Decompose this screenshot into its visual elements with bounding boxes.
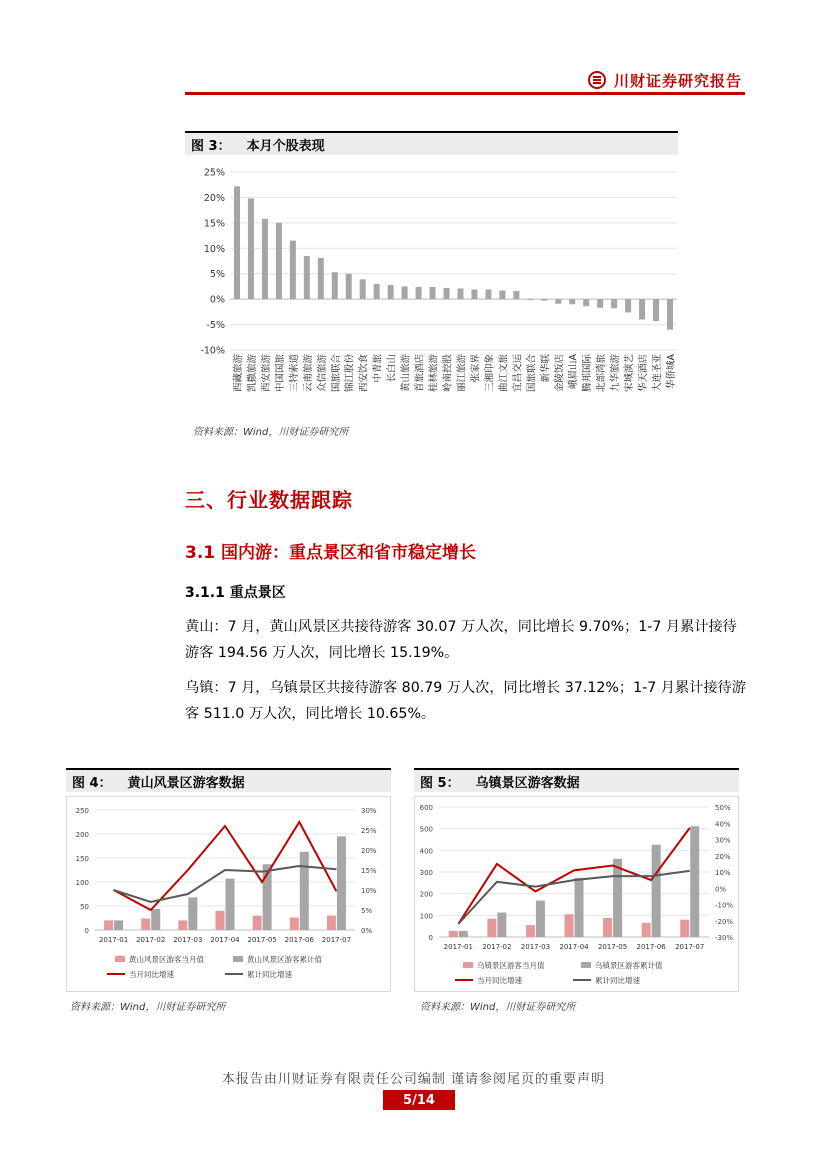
- bar: [430, 287, 436, 299]
- figure4-title: 黄山风景区游客数据: [127, 775, 245, 791]
- monthly-bar: [449, 931, 458, 937]
- cumulative-bar: [613, 859, 622, 937]
- legend-label: 当月同比增速: [129, 970, 174, 979]
- monthly-bar: [178, 920, 187, 930]
- x-tick-label: 桂林旅游: [428, 354, 440, 393]
- monthly-bar: [290, 918, 299, 930]
- x-tick-label: 华侨城A: [666, 354, 678, 389]
- x-tick-label: 2017-02: [136, 936, 166, 944]
- right-axis-tick-label: 20%: [715, 852, 731, 861]
- cumulative-bar: [497, 913, 506, 937]
- y-tick-label: 20%: [203, 192, 225, 204]
- bar: [499, 290, 505, 299]
- right-axis-tick-label: -20%: [715, 917, 734, 926]
- bar: [471, 289, 477, 299]
- x-tick-label: 长白山: [386, 354, 398, 383]
- right-axis-tick-label: 25%: [361, 827, 377, 835]
- x-tick-label: 宋城演艺: [624, 354, 636, 393]
- bar: [541, 299, 547, 301]
- x-tick-label: 曲江文旅: [498, 354, 510, 393]
- legend-label: 乌镇景区游客当月值: [477, 961, 545, 970]
- x-tick-label: 2017-04: [210, 936, 240, 944]
- cumulative-bar: [226, 879, 235, 930]
- cumulative-bar: [151, 909, 160, 930]
- x-tick-label: 三湘印象: [484, 354, 496, 393]
- right-axis-tick-label: 5%: [361, 907, 373, 915]
- bar: [569, 299, 575, 304]
- x-tick-label: 2017-06: [636, 943, 666, 951]
- x-tick-label: 2017-03: [520, 943, 551, 951]
- figure3-chart: [185, 160, 685, 412]
- y-tick-label: 15%: [203, 218, 225, 230]
- legend-swatch: [115, 956, 125, 962]
- subsubsection-title: 3.1.1 重点景区: [185, 585, 286, 601]
- monthly-bar: [565, 914, 574, 937]
- page-number: 5/14: [383, 1090, 455, 1110]
- monthly-bar: [526, 925, 535, 937]
- cumulative-bar: [114, 920, 123, 930]
- y-tick-label: 5%: [209, 269, 225, 281]
- bar: [332, 272, 338, 299]
- bar: [416, 287, 422, 299]
- bar: [374, 284, 380, 299]
- x-tick-label: 新华联: [540, 354, 552, 383]
- right-axis-tick-label: 10%: [715, 869, 731, 877]
- monthly-bar: [253, 916, 262, 930]
- x-tick-label: 2017-01: [443, 943, 473, 951]
- figure5-caption: [414, 768, 739, 792]
- cumulative-bar: [337, 836, 346, 930]
- x-tick-label: 三特索道: [288, 354, 300, 393]
- right-axis-tick-label: 50%: [715, 804, 731, 812]
- x-tick-label: 云南旅游: [302, 354, 314, 393]
- right-axis-tick-label: 40%: [715, 820, 731, 829]
- x-tick-label: 峨眉山A: [568, 354, 580, 389]
- brand-logo-icon: [588, 71, 606, 89]
- x-tick-label: 岭南控股: [442, 354, 454, 393]
- legend-label: 当月同比增速: [477, 976, 522, 985]
- x-tick-label: 2017-01: [98, 936, 129, 944]
- x-tick-label: 凯撒旅游: [246, 354, 258, 393]
- monthly-bar: [104, 920, 113, 930]
- x-tick-label: 九华旅游: [610, 354, 622, 393]
- figure3-caption: [185, 131, 678, 155]
- x-tick-label: 国旅联合: [330, 354, 342, 393]
- bar: [583, 299, 589, 306]
- legend-label: 乌镇景区游客累计值: [595, 961, 663, 970]
- cumulative-bar: [575, 878, 584, 937]
- right-axis-tick-label: -10%: [715, 901, 734, 910]
- cumulative-bar: [188, 897, 197, 930]
- figure4-frame: [66, 796, 391, 992]
- footer-disclaimer: 本报告由川财证券有限责任公司编制 谨请参阅尾页的重要声明: [221, 1072, 606, 1087]
- brand-name: 川财证券研究报告: [614, 71, 743, 90]
- bar: [667, 299, 673, 330]
- cumulative-bar: [690, 826, 699, 937]
- left-axis-tick-label: 100: [419, 912, 433, 921]
- monthly-bar: [327, 916, 336, 930]
- x-tick-label: 西安旅游: [260, 354, 272, 393]
- y-tick-label: 25%: [203, 167, 225, 179]
- x-tick-label: 大连圣亚: [652, 354, 664, 393]
- bar: [262, 219, 268, 299]
- bar: [402, 286, 408, 299]
- x-tick-label: 2017-03: [173, 936, 203, 944]
- left-axis-tick-label: 600: [419, 804, 433, 812]
- x-tick-label: 首旅酒店: [414, 354, 426, 393]
- figure4-label: 图 4：: [72, 775, 112, 791]
- figure5-chart: [415, 797, 738, 991]
- right-axis-tick-label: 20%: [361, 847, 377, 855]
- legend-swatch: [233, 956, 243, 962]
- y-tick-label: 10%: [203, 243, 225, 255]
- figure4-chart: [67, 797, 390, 991]
- x-tick-label: 2017-07: [675, 943, 705, 951]
- x-tick-label: 腾邦国际: [582, 354, 594, 393]
- right-axis-tick-label: 0%: [715, 885, 727, 894]
- y-tick-label: 0%: [209, 294, 225, 306]
- left-axis-tick-label: 0: [84, 927, 89, 935]
- x-tick-label: 2017-04: [559, 943, 589, 951]
- bar: [276, 223, 282, 299]
- figure3-label: 图 3：: [191, 138, 231, 154]
- bar: [234, 186, 240, 299]
- cumulative-bar: [459, 931, 468, 937]
- right-axis-tick-label: 0%: [361, 927, 373, 935]
- bar: [611, 299, 617, 308]
- bar: [597, 299, 603, 308]
- left-axis-tick-label: 200: [419, 890, 433, 899]
- x-tick-label: 张家界: [470, 354, 482, 383]
- header-divider: [185, 92, 745, 95]
- x-tick-label: 2017-05: [247, 936, 277, 944]
- y-tick-label: -10%: [200, 345, 225, 357]
- bar: [360, 279, 366, 299]
- left-axis-tick-label: 200: [75, 831, 89, 839]
- x-tick-label: 众信旅游: [316, 354, 328, 393]
- legend-swatch: [581, 962, 591, 968]
- left-axis-tick-label: 300: [419, 869, 433, 877]
- figure3-title: 本月个股表现: [246, 138, 325, 154]
- x-tick-label: 黄山旅游: [400, 354, 412, 393]
- figure4-source: 资料来源：Wind，川财证券研究所: [70, 1002, 226, 1013]
- bar: [444, 288, 450, 299]
- left-axis-tick-label: 400: [419, 847, 433, 856]
- bar: [625, 299, 631, 312]
- x-tick-label: 西藏旅游: [232, 354, 244, 393]
- legend-label: 黄山风景区游客当月值: [129, 955, 204, 964]
- left-axis-tick-label: 0: [428, 934, 433, 942]
- section-title: 三、行业数据跟踪: [185, 488, 353, 512]
- legend-label: 累计同比增速: [247, 970, 292, 979]
- monthly-bar: [141, 918, 150, 930]
- legend-label: 黄山风景区游客累计值: [247, 955, 322, 964]
- left-axis-tick-label: 500: [419, 825, 433, 834]
- x-tick-label: 国旅联合: [526, 354, 538, 393]
- paragraph-huangshan: 黄山：7 月，黄山风景区共接待游客 30.07 万人次，同比增长 9.70%；1-7 月累计接待游客 194.56 万人次，同比增长 15.19%。: [185, 619, 737, 661]
- bar: [485, 289, 491, 299]
- monthly-bar: [680, 920, 689, 937]
- x-tick-label: 金陵饭店: [554, 354, 566, 393]
- figure4-caption: [66, 768, 391, 792]
- monthly-bar: [216, 911, 225, 930]
- cumulative-bar: [300, 852, 309, 930]
- bar: [457, 288, 463, 299]
- left-axis-tick-label: 50: [80, 903, 89, 911]
- bar: [388, 285, 394, 299]
- report-header: [588, 67, 742, 93]
- bar: [527, 299, 533, 300]
- bar: [290, 241, 296, 299]
- bar: [555, 299, 561, 304]
- bar: [639, 299, 645, 319]
- monthly-bar: [642, 923, 651, 937]
- x-tick-label: 北部湾旅: [596, 354, 608, 393]
- bar: [248, 198, 254, 299]
- right-axis-tick-label: 15%: [361, 867, 377, 875]
- bar: [304, 256, 310, 299]
- x-tick-label: 西安饮食: [358, 354, 370, 393]
- y-tick-label: -5%: [206, 320, 225, 332]
- left-axis-tick-label: 100: [75, 879, 89, 887]
- x-tick-label: 2017-05: [597, 943, 628, 951]
- left-axis-tick-label: 250: [75, 807, 89, 815]
- x-tick-label: 中青旅: [372, 354, 384, 383]
- right-axis-tick-label: 30%: [361, 807, 377, 815]
- paragraph-wuzhen: 乌镇：7 月，乌镇景区共接待游客 80.79 万人次，同比增长 37.12%；1-7 月累计接待游客 511.0 万人次，同比增长 10.65%。: [185, 680, 746, 722]
- monthly-bar: [487, 919, 496, 937]
- x-tick-label: 2017-07: [321, 936, 352, 944]
- x-tick-label: 中国国旅: [274, 354, 286, 393]
- x-tick-label: 丽江旅游: [456, 354, 468, 393]
- right-axis-tick-label: 10%: [361, 887, 377, 895]
- bar: [513, 291, 519, 299]
- left-axis-tick-label: 150: [75, 855, 89, 863]
- x-tick-label: 2017-02: [482, 943, 512, 951]
- cumulative-bar: [536, 901, 545, 937]
- figure5-source: 资料来源：Wind，川财证券研究所: [420, 1002, 576, 1013]
- x-tick-label: 华天酒店: [638, 354, 650, 393]
- figure3-source: 资料来源：Wind，川财证券研究所: [193, 427, 349, 438]
- figure5-frame: [414, 796, 739, 992]
- x-tick-label: 锦江股份: [344, 354, 356, 393]
- legend-swatch: [463, 962, 473, 968]
- right-axis-tick-label: -30%: [715, 934, 734, 942]
- x-tick-label: 2017-06: [284, 936, 314, 944]
- figure5-title: 乌镇景区游客数据: [475, 775, 580, 791]
- cumulative-bar: [652, 845, 661, 937]
- monthly-bar: [603, 918, 612, 937]
- bar: [346, 274, 352, 299]
- right-axis-tick-label: 30%: [715, 836, 731, 845]
- x-tick-label: 宜昌交运: [512, 354, 524, 393]
- bar: [318, 258, 324, 299]
- subsection-title: 3.1 国内游：重点景区和省市稳定增长: [185, 543, 477, 563]
- bar: [653, 299, 659, 321]
- legend-label: 累计同比增速: [595, 976, 640, 985]
- figure5-label: 图 5：: [420, 775, 460, 791]
